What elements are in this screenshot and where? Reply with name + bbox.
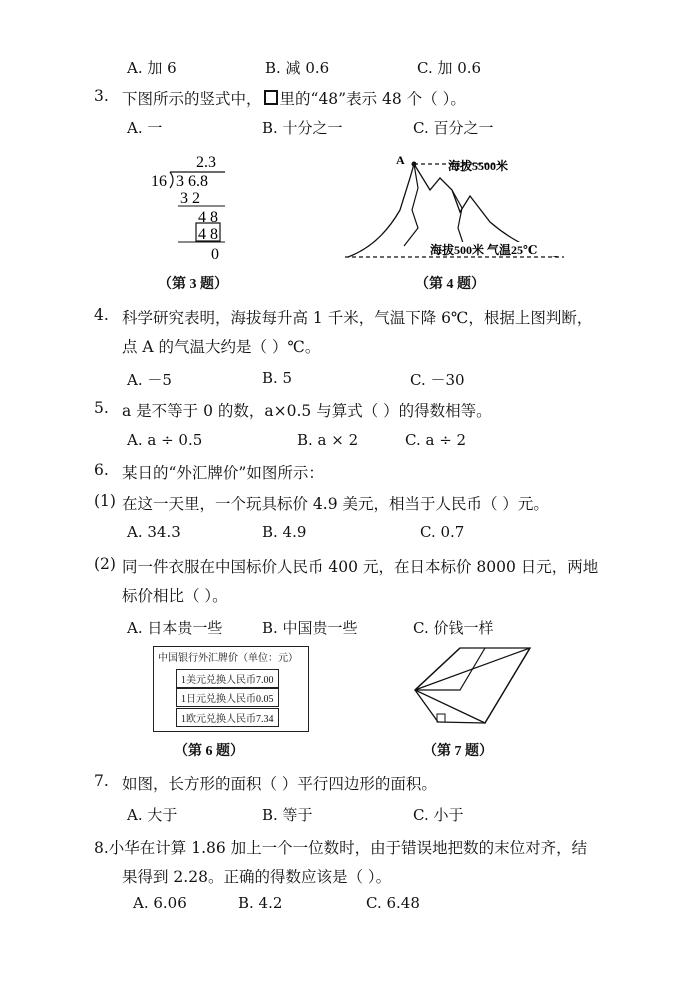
q6-2-option-b: B. 中国贵一些	[262, 619, 358, 637]
box-icon	[264, 90, 278, 105]
q3-option-c: C. 百分之一	[413, 119, 494, 137]
q3-option-b: B. 十分之一	[262, 119, 343, 137]
q4-option-a: A. －5	[127, 371, 172, 389]
caption-question-7: （第 7 题）	[423, 744, 493, 759]
q7-option-c: C. 小于	[413, 806, 464, 824]
question-4-line2: 点 A 的气温大约是（ ）℃。	[122, 338, 321, 356]
division-quotient: 2.3	[196, 154, 216, 171]
q8-option-b: B. 4.2	[238, 894, 283, 912]
division-remainder: 0	[211, 246, 219, 263]
question-7-number: 7.	[94, 772, 109, 790]
summit-altitude-label: 海拔5500米	[448, 159, 509, 173]
q5-option-a: A. a ÷ 0.5	[127, 431, 203, 449]
rate-jpy: 1日元兑换人民币0.05	[176, 688, 279, 707]
rate-usd: 1美元兑换人民币7.00	[176, 669, 279, 688]
q6-2-option-c: C. 价钱一样	[413, 619, 494, 637]
q6-1-option-b: B. 4.9	[262, 523, 307, 541]
q6-1-option-c: C. 0.7	[420, 523, 465, 541]
question-6-1-number: (1)	[94, 492, 116, 510]
parallelogram-figure	[405, 640, 545, 730]
exchange-rate-title: 中国银行外汇牌价（单位：元）	[158, 653, 298, 664]
question-6-2-line2: 标价相比（ ）。	[122, 587, 228, 605]
caption-question-3: （第 3 题）	[158, 277, 228, 292]
question-4-number: 4.	[94, 306, 109, 324]
question-8-line1: 8.小华在计算 1.86 加上一个一位数时，由于错误地把数的末位对齐，结	[94, 839, 588, 857]
mountain-figure	[340, 150, 570, 265]
q7-option-b: B. 等于	[262, 806, 313, 824]
question-3-text-after: 里的“48”表示 48 个（ ）。	[279, 90, 466, 108]
question-3-text	[122, 87, 466, 109]
question-6-2-line1: 同一件衣服在中国标价人民币 400 元，在日本标价 8000 日元，两地	[122, 558, 599, 576]
question-5-text: a 是不等于 0 的数，a×0.5 与算式（ ）的得数相等。	[122, 402, 492, 420]
option-c: C. 加 0.6	[417, 59, 482, 77]
division-row1: 3 2	[180, 190, 200, 207]
question-6-number: 6.	[94, 461, 109, 479]
base-altitude-label: 海拔500米 气温25℃	[430, 243, 538, 257]
division-dividend: 3 6.8	[176, 173, 208, 190]
point-a-label: A	[396, 153, 405, 167]
q4-option-c: C. －30	[410, 371, 465, 389]
question-8-line2: 果得到 2.28。正确的得数应该是（ ）。	[122, 868, 392, 886]
q8-option-c: C. 6.48	[366, 894, 420, 912]
question-4-line1: 科学研究表明，海拔每升高 1 千米，气温下降 6℃，根据上图判断，	[122, 309, 593, 327]
caption-question-6: （第 6 题）	[174, 744, 244, 759]
rate-eur: 1欧元兑换人民币7.34	[176, 708, 279, 727]
q4-option-b: B. 5	[262, 369, 293, 387]
question-6-1-text: 在这一天里，一个玩具标价 4.9 美元，相当于人民币（ ）元。	[122, 495, 549, 513]
question-7-text: 如图，长方形的面积（ ）平行四边形的面积。	[122, 775, 437, 793]
question-6-2-number: (2)	[94, 555, 116, 573]
q6-1-option-a: A. 34.3	[127, 523, 181, 541]
division-divisor: 16	[151, 173, 167, 190]
q7-option-a: A. 大于	[127, 806, 178, 824]
q3-option-a: A. 一	[127, 119, 163, 137]
q5-option-b: B. a × 2	[297, 431, 359, 449]
exchange-rate-board	[153, 646, 309, 732]
division-row3: 4 8	[198, 226, 218, 243]
question-5-number: 5.	[94, 399, 109, 417]
question-6-text: 某日的“外汇牌价”如图所示：	[122, 464, 324, 482]
option-a: A. 加 6	[127, 59, 177, 77]
option-b: B. 减 0.6	[265, 59, 330, 77]
division-row2: 4 8	[198, 209, 218, 226]
caption-question-4: （第 4 题）	[415, 277, 485, 292]
long-division-figure	[140, 150, 250, 265]
question-3-number: 3.	[94, 87, 109, 105]
q5-option-c: C. a ÷ 2	[405, 431, 467, 449]
question-3-text-before: 下图所示的竖式中，	[122, 90, 262, 108]
q6-2-option-a: A. 日本贵一些	[127, 619, 223, 637]
q8-option-a: A. 6.06	[133, 894, 187, 912]
